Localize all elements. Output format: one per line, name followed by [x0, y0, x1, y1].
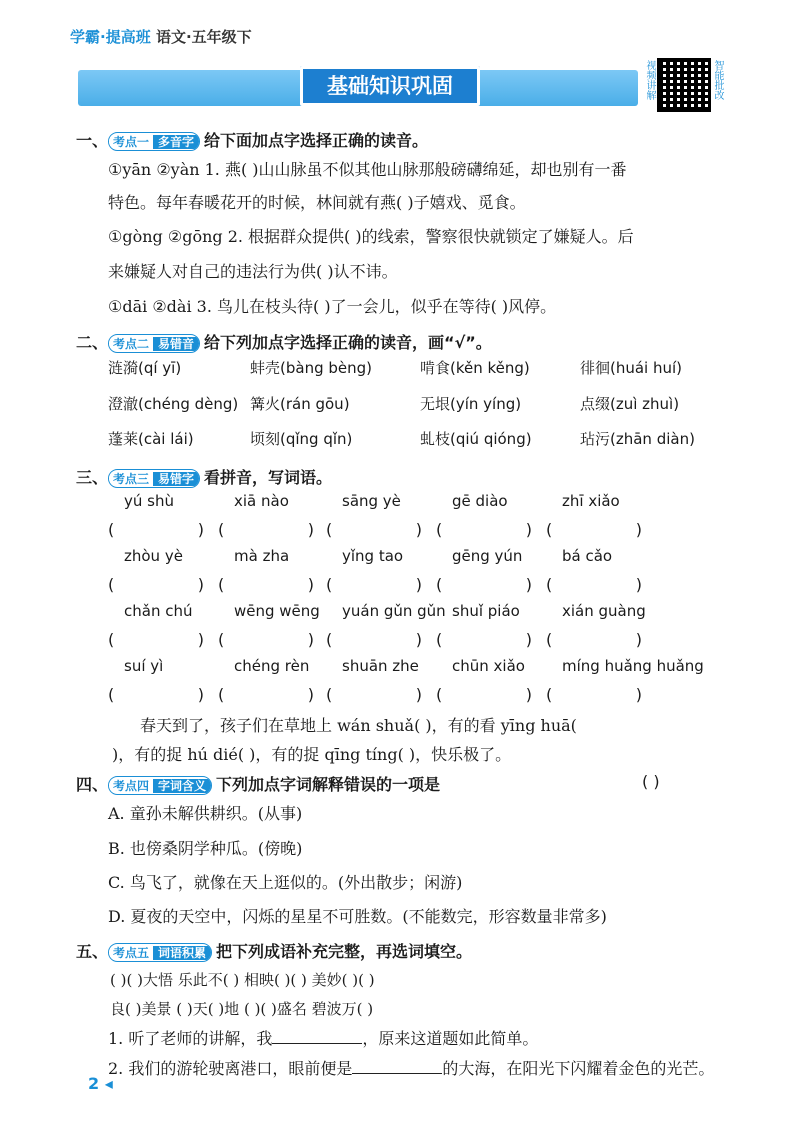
section-number: 一、 — [76, 131, 109, 150]
pinyin-choice-item[interactable]: 点缀(zuì zhuì) — [580, 395, 680, 413]
instruction: 看拼音，写词语。 — [204, 468, 333, 487]
pinyin-prompt: shuǐ piáo — [452, 602, 520, 620]
pinyin-prompt: suí yì — [124, 657, 164, 675]
q2-prefix: 2. 我们的游轮驶离港口，眼前便是 — [108, 1059, 353, 1078]
tag-label: 考点一 — [109, 135, 153, 149]
fill-question-1 — [108, 1026, 538, 1049]
pinyin-prompt: sāng yè — [342, 492, 401, 510]
section-4-heading — [76, 772, 440, 795]
brand-text: 学霸·提高班 — [70, 28, 151, 46]
pinyin-prompt: yuán gǔn gǔn — [342, 602, 446, 620]
pinyin-choice-item[interactable]: 啃食(kěn kěng) — [420, 359, 530, 377]
pinyin-choice-item[interactable]: 涟漪(qí yī) — [108, 359, 182, 377]
pinyin-prompt: yǐng tao — [342, 547, 404, 565]
pinyin-prompt: gē diào — [452, 492, 508, 510]
pinyin-prompt: yú shù — [124, 492, 174, 510]
page-number-text: 2 — [88, 1074, 100, 1093]
answer-box[interactable]: ( ) — [436, 575, 532, 594]
qr-right-label: 智能批改 — [712, 60, 723, 100]
answer-box[interactable]: ( ) — [546, 630, 642, 649]
q1-blank[interactable] — [272, 1029, 362, 1044]
pinyin-prompt: xián guàng — [562, 602, 646, 620]
answer-box[interactable]: ( ) — [218, 575, 314, 594]
answer-box[interactable]: ( ) — [436, 685, 532, 704]
instruction: 下列加点字词解释错误的一项是 — [216, 775, 441, 794]
answer-box[interactable]: ( ) — [108, 685, 204, 704]
s1-line: ①yān ②yàn 1. 燕( )山山脉虽不似其他山脉那般磅礴绵延，却也别有一番 — [108, 160, 627, 179]
section-number: 二、 — [76, 333, 109, 352]
pinyin-prompt: chéng rèn — [234, 657, 310, 675]
tag-label: 考点二 — [109, 337, 153, 351]
pinyin-prompt: zhòu yè — [124, 547, 183, 565]
header-brand — [70, 26, 252, 47]
s1-line: 特色。每年春暖花开的时候，林间就有燕( )子嬉戏、觅食。 — [108, 193, 526, 212]
instruction: 给下列加点字选择正确的读音，画“√”。 — [204, 333, 492, 352]
section-3-heading — [76, 465, 332, 488]
q1-prefix: 1. 听了老师的讲解，我 — [108, 1029, 273, 1048]
pinyin-choice-item[interactable]: 无垠(yín yíng) — [420, 395, 522, 413]
pinyin-choice-item[interactable]: 顷刻(qǐng qǐn) — [250, 430, 353, 448]
pinyin-prompt: gēng yún — [452, 547, 523, 565]
qr-code-icon[interactable] — [657, 58, 711, 112]
answer-box[interactable]: ( ) — [326, 630, 422, 649]
pinyin-choice-item[interactable]: 徘徊(huái huí) — [580, 359, 683, 377]
page-number: 2 ◂ — [88, 1074, 113, 1093]
pinyin-prompt: shuān zhe — [342, 657, 419, 675]
page-title: 基础知识巩固 — [300, 66, 480, 106]
section-number: 三、 — [76, 468, 109, 487]
instruction: 把下列成语补充完整，再选词填空。 — [216, 942, 473, 961]
answer-box[interactable]: ( ) — [326, 520, 422, 539]
s3-paragraph-line: )，有的捉 hú dié( )，有的捉 qīng tíng( )，快乐极了。 — [112, 745, 512, 764]
pinyin-prompt: chǎn chú — [124, 602, 193, 620]
answer-box[interactable]: ( ) — [436, 630, 532, 649]
pinyin-choice-item[interactable]: 玷污(zhān diàn) — [580, 430, 695, 448]
tag-label: 考点三 — [109, 472, 153, 486]
tag-topic: 词语积累 — [153, 946, 211, 960]
answer-box[interactable]: ( ) — [218, 630, 314, 649]
section-5-heading — [76, 939, 472, 962]
s3-paragraph-line: 春天到了，孩子们在草地上 wán shuǎ( )，有的看 yīng huā( — [140, 716, 577, 735]
answer-box[interactable]: ( ) — [546, 685, 642, 704]
pinyin-prompt: bá cǎo — [562, 547, 613, 565]
topic-tag — [108, 943, 212, 962]
s1-line: ①dāi ②dài 3. 鸟儿在枝头待( )了一会儿，似乎在等待( )风停。 — [108, 297, 557, 316]
idiom-row: ( )( )大悟 乐此不( ) 相映( )( ) 美妙( )( ) — [110, 971, 375, 989]
topic-tag — [108, 132, 200, 151]
section-1-heading — [76, 128, 428, 151]
pinyin-choice-item[interactable]: 澄澈(chéng dèng) — [108, 395, 239, 413]
tag-topic: 易错字 — [153, 472, 199, 486]
option-d[interactable]: D. 夏夜的天空中，闪烁的星星不可胜数。(不能数完，形容数量非常多) — [108, 907, 607, 926]
answer-box[interactable]: ( ) — [326, 575, 422, 594]
section-number: 四、 — [76, 775, 109, 794]
answer-box[interactable]: ( ) — [218, 520, 314, 539]
q2-suffix: 的大海，在阳光下闪耀着金色的光芒。 — [442, 1059, 715, 1078]
fill-question-2 — [108, 1056, 714, 1079]
q1-suffix: ，原来这道题如此简单。 — [362, 1029, 539, 1048]
topic-tag — [108, 469, 200, 488]
section-number: 五、 — [76, 942, 109, 961]
pinyin-choice-item[interactable]: 蓬莱(cài lái) — [108, 430, 194, 448]
pinyin-prompt: mà zha — [234, 547, 290, 565]
pinyin-choice-item[interactable]: 虬枝(qiú qióng) — [420, 430, 532, 448]
answer-box[interactable]: ( ) — [108, 575, 204, 594]
answer-paren[interactable]: ( ) — [642, 772, 660, 791]
topic-tag — [108, 776, 212, 795]
tag-label: 考点四 — [109, 779, 153, 793]
pinyin-choice-item[interactable]: 蚌壳(bàng bèng) — [250, 359, 372, 377]
option-b[interactable]: B. 也傍桑阴学种瓜。(傍晚) — [108, 839, 303, 858]
tag-label: 考点五 — [109, 946, 153, 960]
answer-box[interactable]: ( ) — [326, 685, 422, 704]
tag-topic: 字词含义 — [153, 779, 211, 793]
qr-left-label: 视频讲解 — [644, 60, 655, 100]
pinyin-prompt: wēng wēng — [234, 602, 320, 620]
s1-line: 来嫌疑人对自己的违法行为供( )认不讳。 — [108, 262, 398, 281]
subject-text: 语文·五年级下 — [155, 28, 252, 46]
q2-blank[interactable] — [352, 1059, 442, 1074]
answer-box[interactable]: ( ) — [218, 685, 314, 704]
instruction: 给下面加点字选择正确的读音。 — [204, 131, 429, 150]
pinyin-prompt: míng huǎng huǎng — [562, 657, 704, 675]
pinyin-prompt: zhī xiǎo — [562, 492, 620, 510]
option-a[interactable]: A. 童孙未解供耕织。(从事) — [108, 804, 303, 823]
section-2-heading — [76, 330, 492, 353]
answer-box[interactable]: ( ) — [436, 520, 532, 539]
answer-box[interactable]: ( ) — [108, 630, 204, 649]
pinyin-prompt: xiā nào — [234, 492, 289, 510]
option-c[interactable]: C. 鸟飞了，就像在天上逛似的。(外出散步；闲游) — [108, 873, 463, 892]
idiom-row: 良( )美景 ( )天( )地 ( )( )盛名 碧波万( ) — [110, 1000, 374, 1018]
pinyin-choice-item[interactable]: 篝火(rán gōu) — [250, 395, 350, 413]
topic-tag — [108, 334, 200, 353]
answer-box[interactable]: ( ) — [546, 520, 642, 539]
answer-box[interactable]: ( ) — [546, 575, 642, 594]
pinyin-prompt: chūn xiǎo — [452, 657, 525, 675]
answer-box[interactable]: ( ) — [108, 520, 204, 539]
tag-topic: 易错音 — [153, 337, 199, 351]
s1-line: ①gòng ②gōng 2. 根据群众提供( )的线索，警察很快就锁定了嫌疑人。后 — [108, 227, 634, 246]
tag-topic: 多音字 — [153, 135, 199, 149]
